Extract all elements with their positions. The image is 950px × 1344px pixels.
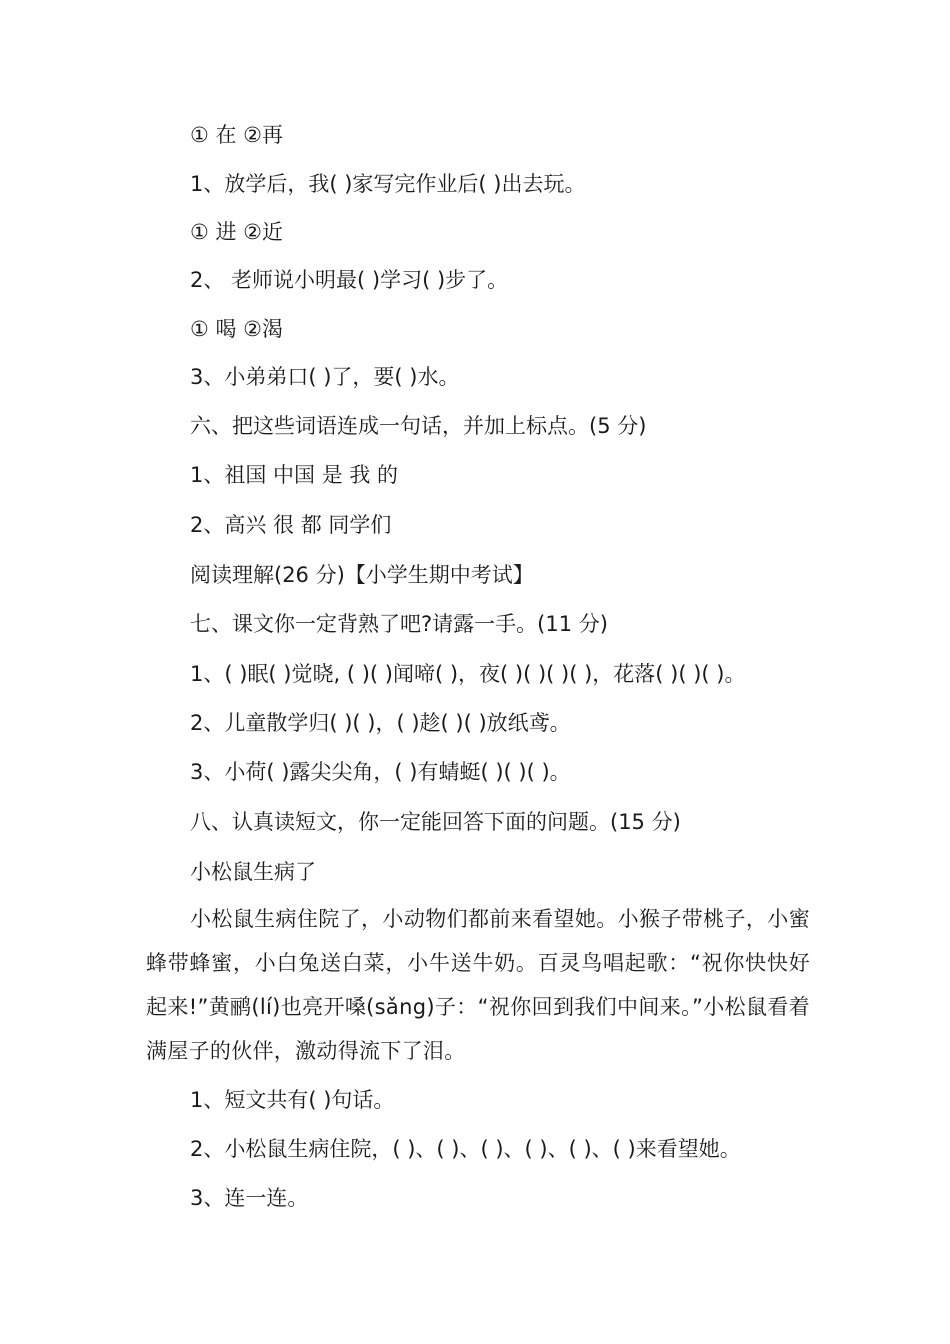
- poem-item-1: 1、( )眠( )觉晓, ( )( )闻啼( )，夜( )( )( )( )，花落( )( )( )。: [190, 662, 746, 686]
- question-line-1: 1、放学后，我( )家写完作业后( )出去玩。: [190, 172, 586, 196]
- story-title: 小松鼠生病了: [190, 860, 316, 884]
- poem-item-3: 3、小荷( )露尖尖角，( )有蜻蜓( )( )( )。: [190, 760, 571, 784]
- sentence-item-2: 2、高兴 很 都 同学们: [190, 513, 392, 537]
- story-paragraph: 小松鼠生病住院了，小动物们都前来看望她。小猴子带桃子，小蜜蜂带蜂蜜，小白兔送白菜，小牛送牛奶。百灵鸟唱起歌：“祝你快快好起来!”黄鹂(lí)也亮开嗓(sǎng)子：“祝你回到我们中间来。”小松鼠看着满屋子的伙伴，激动得流下了泪。: [146, 907, 810, 1063]
- reading-heading: 阅读理解(26 分)【小学生期中考试】: [190, 563, 534, 587]
- option-line-2: ① 进 ②近: [190, 220, 284, 244]
- question-line-3: 3、小弟弟口( )了，要( )水。: [190, 365, 460, 389]
- section-heading-6: 六、把这些词语连成一句话，并加上标点。(5 分): [190, 414, 647, 438]
- reading-question-1: 1、短文共有( )句话。: [190, 1088, 395, 1112]
- poem-item-2: 2、儿童散学归( )( )，( )趁( )( )放纸鸢。: [190, 711, 571, 735]
- sentence-item-1: 1、祖国 中国 是 我 的: [190, 463, 399, 487]
- reading-question-3: 3、连一连。: [190, 1186, 309, 1210]
- reading-question-2: 2、小松鼠生病住院，( )、( )、( )、( )、( )、( )来看望她。: [190, 1137, 741, 1161]
- section-heading-8: 八、认真读短文，你一定能回答下面的问题。(15 分): [190, 810, 681, 834]
- option-line-1: ① 在 ②再: [190, 123, 284, 147]
- section-heading-7: 七、课文你一定背熟了吧?请露一手。(11 分): [190, 612, 608, 636]
- question-line-2: 2、 老师说小明最( )学习( )步了。: [190, 268, 509, 292]
- option-line-3: ① 喝 ②渴: [190, 317, 284, 341]
